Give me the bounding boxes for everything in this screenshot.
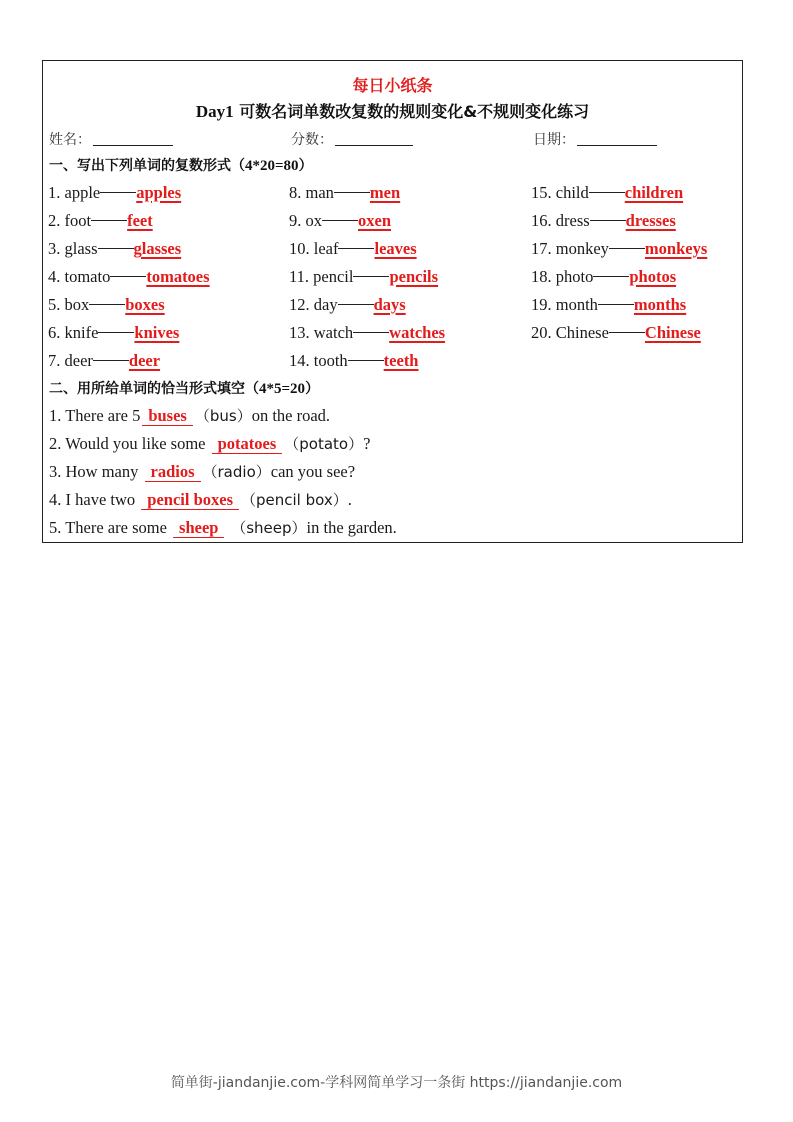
dash-separator	[334, 192, 370, 193]
item-answer: photos	[629, 267, 677, 286]
page-footer: 简单街-jiandanjie.com-学科网简单学习一条街 https://jiandanjie.com	[170, 1075, 623, 1091]
dash-separator	[110, 276, 146, 277]
plural-item	[48, 210, 153, 232]
item-number: 4.	[48, 267, 61, 286]
sentence-end: in the garden.	[306, 518, 397, 537]
score-label: 分数：	[291, 132, 333, 148]
item-answer: apples	[136, 183, 182, 202]
item-number: 15.	[531, 183, 552, 202]
item-number: 14.	[289, 351, 310, 370]
item-answer: pencils	[389, 267, 439, 286]
item-answer: watches	[389, 323, 446, 342]
plural-item	[289, 210, 391, 232]
dash-separator	[93, 360, 129, 361]
item-number: 19.	[531, 295, 552, 314]
item-answer: deer	[128, 351, 161, 370]
item-answer: feet	[127, 211, 153, 230]
dash-separator	[89, 304, 125, 305]
plural-item	[289, 322, 445, 344]
item-word: tomato	[64, 267, 111, 286]
item-word: child	[555, 183, 589, 202]
plural-item	[48, 322, 179, 344]
item-answer: dresses	[625, 211, 676, 230]
fill-sentence	[49, 461, 355, 483]
plural-item	[289, 182, 400, 204]
item-number: 2.	[48, 211, 61, 230]
item-answer: oxen	[358, 211, 391, 230]
dash-separator	[353, 332, 389, 333]
item-word: deer	[64, 351, 93, 370]
plural-item	[289, 266, 438, 288]
item-word: Chinese	[555, 323, 609, 342]
dash-separator	[98, 248, 134, 249]
date-blank[interactable]	[577, 131, 657, 146]
dash-separator	[590, 220, 626, 221]
plural-item	[289, 238, 417, 260]
score-blank[interactable]	[335, 131, 413, 146]
item-answer: monkeys	[644, 239, 708, 258]
plural-item	[48, 182, 181, 204]
plural-item	[531, 238, 707, 260]
item-word: dress	[555, 211, 590, 230]
section1-heading: 一、写出下列单词的复数形式（4*20=80）	[49, 158, 313, 174]
item-number: 13.	[289, 323, 310, 342]
blank-answer: sheep	[173, 519, 224, 538]
item-answer: men	[369, 183, 401, 202]
name-field[interactable]	[49, 129, 173, 149]
item-word: knife	[64, 323, 99, 342]
item-word: photo	[555, 267, 594, 286]
word-hint: （sheep）	[226, 519, 307, 537]
item-answer: Chinese	[644, 323, 701, 342]
item-answer: tomatoes	[146, 267, 210, 286]
item-answer: leaves	[374, 239, 417, 258]
item-number: 7.	[48, 351, 61, 370]
item-number: 5.	[48, 295, 61, 314]
item-answer: knives	[134, 323, 180, 342]
plural-item	[531, 266, 676, 288]
item-number: 8.	[289, 183, 302, 202]
name-blank[interactable]	[93, 131, 173, 146]
plural-item	[289, 350, 419, 372]
dash-separator	[609, 332, 645, 333]
item-word: tooth	[313, 351, 348, 370]
sentence-start: 3. How many	[49, 462, 143, 481]
item-answer: children	[624, 183, 684, 202]
item-number: 3.	[48, 239, 61, 258]
sentence-end: .	[347, 490, 352, 509]
dash-separator	[338, 304, 374, 305]
dash-separator	[598, 304, 634, 305]
item-answer: teeth	[383, 351, 419, 370]
blank-answer: buses	[142, 407, 193, 426]
item-word: pencil	[313, 267, 354, 286]
date-label: 日期：	[533, 132, 575, 148]
item-word: monkey	[555, 239, 609, 258]
dash-separator	[98, 332, 134, 333]
item-word: glass	[64, 239, 98, 258]
plural-item	[531, 210, 676, 232]
worksheet-title: 每日小纸条	[352, 76, 433, 95]
dash-separator	[593, 276, 629, 277]
item-number: 20.	[531, 323, 552, 342]
subtitle-day: Day1	[195, 102, 234, 121]
word-hint: （potato）	[284, 435, 364, 453]
name-label: 姓名：	[49, 132, 91, 148]
item-word: foot	[64, 211, 92, 230]
dash-separator	[338, 248, 374, 249]
item-answer: days	[373, 295, 406, 314]
worksheet-subtitle	[43, 99, 742, 122]
fill-sentence	[49, 517, 397, 539]
item-number: 6.	[48, 323, 61, 342]
item-word: day	[313, 295, 338, 314]
word-hint: （pencil box）	[241, 491, 348, 509]
blank-answer: radios	[145, 463, 201, 482]
sentence-start: 1. There are 5	[49, 406, 141, 425]
item-number: 16.	[531, 211, 552, 230]
sentence-start: 2. Would you like some	[49, 434, 210, 453]
subtitle-text: 可数名词单数改复数的规则变化&不规则变化练习	[233, 102, 590, 121]
plural-item	[531, 322, 701, 344]
item-word: man	[305, 183, 334, 202]
item-word: apple	[64, 183, 101, 202]
item-number: 12.	[289, 295, 310, 314]
score-field[interactable]	[291, 129, 413, 149]
plural-item	[48, 350, 160, 372]
fill-sentence	[49, 405, 330, 427]
section2-heading: 二、用所给单词的恰当形式填空（4*5=20）	[49, 381, 320, 397]
item-word: ox	[305, 211, 322, 230]
blank-answer: potatoes	[212, 435, 283, 454]
item-number: 10.	[289, 239, 310, 258]
word-hint: （radio）	[202, 463, 271, 481]
student-info-row	[49, 129, 739, 149]
item-word: watch	[313, 323, 354, 342]
item-word: box	[64, 295, 90, 314]
plural-item	[48, 266, 210, 288]
plural-item	[531, 294, 686, 316]
sentence-end: on the road.	[251, 406, 331, 425]
dash-separator	[100, 192, 136, 193]
item-word: month	[555, 295, 598, 314]
plural-item	[531, 182, 683, 204]
item-number: 11.	[289, 267, 310, 286]
item-answer: months	[633, 295, 687, 314]
plural-item	[48, 294, 165, 316]
fill-sentence	[49, 489, 352, 511]
item-answer: boxes	[125, 295, 165, 314]
item-answer: glasses	[133, 239, 182, 258]
blank-answer: pencil boxes	[141, 491, 239, 510]
dash-separator	[348, 360, 384, 361]
dash-separator	[609, 248, 645, 249]
date-field[interactable]	[533, 129, 657, 149]
fill-sentence	[49, 433, 370, 455]
dash-separator	[589, 192, 625, 193]
item-number: 17.	[531, 239, 552, 258]
item-number: 1.	[48, 183, 61, 202]
sentence-end: can you see?	[270, 462, 356, 481]
sentence-start: 4. I have two	[49, 490, 140, 509]
item-word: leaf	[313, 239, 339, 258]
word-hint: （bus）	[194, 407, 252, 425]
sentence-end: ?	[363, 434, 371, 453]
dash-separator	[322, 220, 358, 221]
dash-separator	[91, 220, 127, 221]
plural-item	[48, 238, 181, 260]
plural-item	[289, 294, 406, 316]
item-number: 18.	[531, 267, 552, 286]
item-number: 9.	[289, 211, 302, 230]
worksheet	[42, 60, 743, 543]
sentence-start: 5. There are some	[49, 518, 172, 537]
dash-separator	[353, 276, 389, 277]
